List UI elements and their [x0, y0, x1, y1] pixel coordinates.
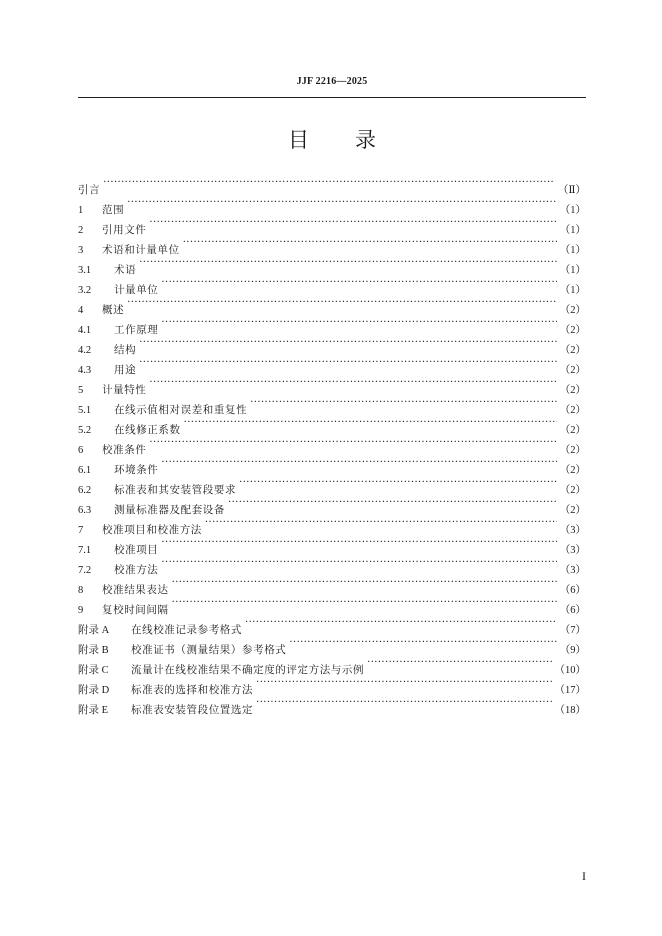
toc-entry-page: （2）: [559, 465, 586, 476]
toc-entry-number: 7.2: [78, 565, 92, 576]
toc-entry-label: 校准结果表达: [102, 584, 169, 596]
toc-entry-label: 结构: [114, 344, 137, 356]
toc-entry-page: （17）: [554, 685, 586, 696]
toc-leader-dots: [239, 473, 557, 493]
toc-leader-dots: [184, 413, 557, 433]
toc-entry-label: 计量特性: [102, 384, 147, 396]
toc-entry[interactable]: [78, 433, 586, 456]
toc-entry[interactable]: [78, 253, 586, 276]
toc-entry-page: （10）: [554, 665, 586, 676]
toc-leader-dots: [172, 573, 557, 593]
toc-entry-page: （7）: [559, 625, 586, 636]
toc-entry-label: 工作原理: [114, 324, 159, 336]
toc-entry-number: 9: [78, 605, 84, 616]
toc-entry-page: （2）: [559, 305, 586, 316]
toc-entry-label: 标准表安装管段位置选定: [131, 704, 254, 716]
toc-entry-page: （2）: [559, 485, 586, 496]
page-number: I: [582, 869, 586, 883]
toc-entry-label: 引用文件: [102, 224, 147, 236]
toc-leader-dots: [103, 173, 555, 193]
toc-entry-number: 附录 A: [78, 625, 110, 636]
toc-entry-label: 校准方法: [114, 564, 159, 576]
toc-entry-number: 1: [78, 205, 84, 216]
toc-entry-page: （2）: [559, 505, 586, 516]
table-of-contents: [78, 173, 586, 716]
toc-entry-page: （2）: [559, 445, 586, 456]
toc-leader-dots: [367, 653, 551, 673]
toc-entry-label: 测量标准器及配套设备: [114, 504, 225, 516]
toc-entry-number: 8: [78, 585, 84, 596]
toc-entry-page: （1）: [559, 225, 586, 236]
toc-entry-page: （6）: [559, 605, 586, 616]
toc-entry-label: 引言: [78, 184, 101, 196]
toc-entry-page: （2）: [559, 365, 586, 376]
toc-entry[interactable]: [78, 333, 586, 356]
toc-entry-number: 4: [78, 305, 84, 316]
toc-entry-page: （1）: [559, 265, 586, 276]
toc-title: [78, 124, 586, 154]
toc-entry-page: （2）: [559, 425, 586, 436]
toc-entry[interactable]: [78, 193, 586, 216]
toc-entry-label: 计量单位: [114, 284, 159, 296]
toc-leader-dots: [289, 633, 556, 653]
toc-entry-label: 标准表的选择和校准方法: [131, 684, 254, 696]
toc-entry-number: 7: [78, 525, 84, 536]
toc-entry-number: 5.1: [78, 405, 92, 416]
toc-entry-number: 6.1: [78, 465, 92, 476]
toc-entry-label: 在线示值相对误差和重复性: [114, 404, 248, 416]
toc-entry-label: 校准项目和校准方法: [102, 524, 202, 536]
toc-entry-page: （1）: [559, 245, 586, 256]
toc-leader-dots: [250, 393, 557, 413]
toc-entry-number: 5: [78, 385, 84, 396]
toc-leader-dots: [139, 253, 557, 273]
toc-entry-page: （3）: [559, 545, 586, 556]
toc-entry-page: （2）: [559, 385, 586, 396]
toc-entry-number: 2: [78, 225, 84, 236]
toc-entry-number: 7.1: [78, 545, 92, 556]
toc-leader-dots: [149, 213, 556, 233]
toc-entry-page: （2）: [559, 405, 586, 416]
toc-entry[interactable]: [78, 293, 586, 316]
toc-entry[interactable]: [78, 273, 586, 296]
toc-entry[interactable]: [78, 213, 586, 236]
toc-leader-dots: [161, 533, 556, 553]
toc-entry-label: 校准条件: [102, 444, 147, 456]
toc-entry-page: （2）: [559, 325, 586, 336]
toc-entry-number: 附录 B: [78, 645, 109, 656]
toc-entry-label: 校准证书（测量结果）参考格式: [131, 644, 287, 656]
toc-entry-label: 在线校准记录参考格式: [131, 624, 242, 636]
toc-entry[interactable]: [78, 173, 586, 196]
toc-entry-label: 流量计在线校准结果不确定度的评定方法与示例: [131, 664, 365, 676]
toc-entry-label: 范围: [102, 204, 125, 216]
toc-entry-number: 6: [78, 445, 84, 456]
toc-entry-label: 在线修正系数: [114, 424, 181, 436]
toc-entry-page: （3）: [559, 525, 586, 536]
toc-entry-label: 术语: [114, 264, 137, 276]
toc-leader-dots: [161, 313, 556, 333]
toc-entry-number: 3: [78, 245, 84, 256]
toc-leader-dots: [256, 693, 551, 713]
toc-entry-label: 校准项目: [114, 544, 159, 556]
toc-leader-dots: [205, 513, 557, 533]
toc-entry-page: （3）: [559, 565, 586, 576]
toc-entry-number: 4.2: [78, 345, 92, 356]
toc-leader-dots: [228, 493, 557, 513]
toc-leader-dots: [149, 373, 556, 393]
toc-leader-dots: [161, 553, 556, 573]
toc-leader-dots: [256, 673, 551, 693]
toc-entry-number: 3.1: [78, 265, 92, 276]
toc-entry-number: 4.3: [78, 365, 92, 376]
toc-entry-label: 术语和计量单位: [102, 244, 180, 256]
toc-leader-dots: [127, 193, 557, 213]
header-rule: [78, 97, 586, 98]
toc-title-char-1: 目: [288, 128, 309, 152]
toc-leader-dots: [161, 453, 556, 473]
toc-entry-page: （2）: [559, 345, 586, 356]
toc-title-char-2: 录: [355, 128, 376, 152]
toc-entry-page: （1）: [559, 285, 586, 296]
toc-entry-page: （Ⅱ）: [557, 185, 586, 196]
toc-entry-page: （18）: [554, 705, 586, 716]
toc-entry-number: 附录 E: [78, 705, 109, 716]
toc-entry[interactable]: [78, 233, 586, 256]
toc-entry-number: 3.2: [78, 285, 92, 296]
toc-leader-dots: [149, 433, 556, 453]
toc-leader-dots: [161, 273, 556, 293]
document-code-header: JJF 2216—2025: [296, 76, 368, 87]
toc-leader-dots: [245, 613, 557, 633]
toc-leader-dots: [139, 333, 557, 353]
toc-leader-dots: [127, 293, 557, 313]
toc-entry-number: 附录 D: [78, 685, 110, 696]
toc-entry-page: （1）: [559, 205, 586, 216]
toc-entry-label: 概述: [102, 304, 125, 316]
toc-entry-number: 附录 C: [78, 665, 109, 676]
toc-entry-label: 标准表和其安装管段要求: [114, 484, 237, 496]
toc-entry-page: （6）: [559, 585, 586, 596]
toc-entry[interactable]: [78, 393, 586, 416]
toc-entry[interactable]: [78, 373, 586, 396]
toc-entry-number: 5.2: [78, 425, 92, 436]
toc-entry-label: 环境条件: [114, 464, 159, 476]
toc-entry[interactable]: [78, 453, 586, 476]
toc-leader-dots: [172, 593, 557, 613]
toc-leader-dots: [183, 233, 557, 253]
toc-entry-number: 6.2: [78, 485, 92, 496]
toc-entry-label: 用途: [114, 364, 137, 376]
toc-entry[interactable]: [78, 353, 586, 376]
toc-entry-number: 6.3: [78, 505, 92, 516]
toc-entry-label: 复校时间间隔: [102, 604, 169, 616]
toc-leader-dots: [139, 353, 557, 373]
toc-entry[interactable]: [78, 313, 586, 336]
toc-entry-page: （9）: [559, 645, 586, 656]
toc-entry-number: 4.1: [78, 325, 92, 336]
